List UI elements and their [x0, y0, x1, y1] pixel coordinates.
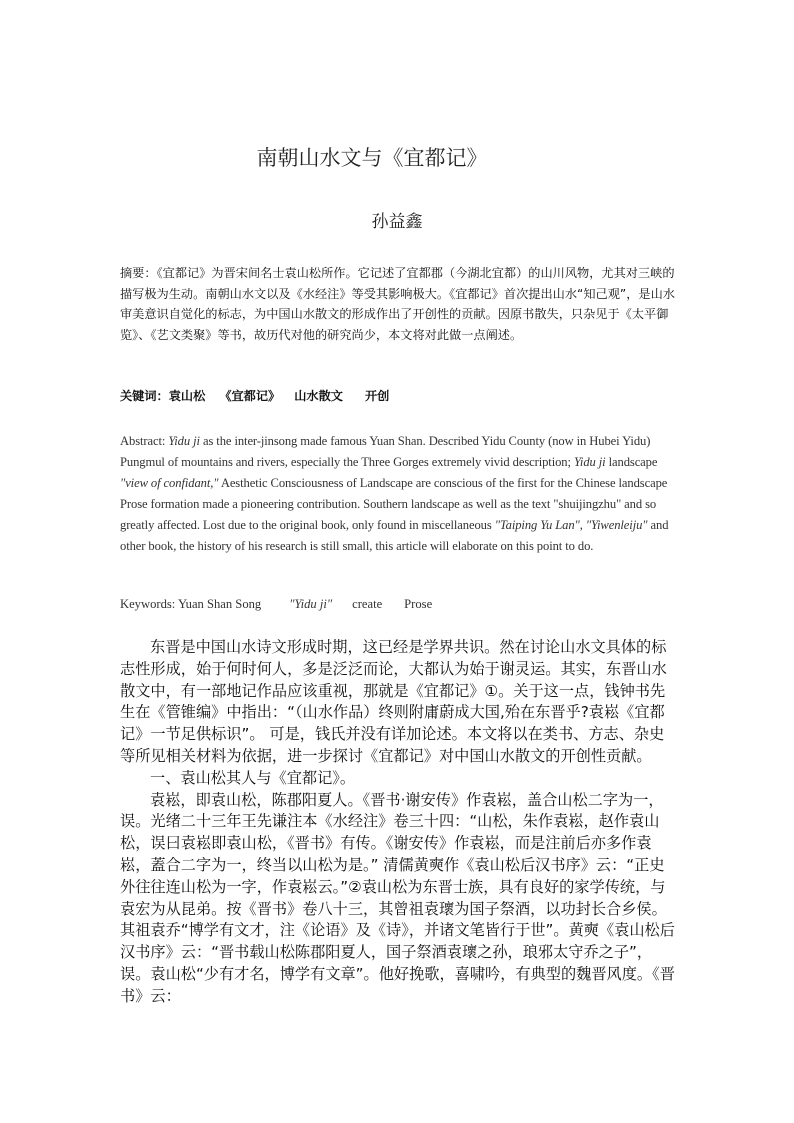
- english-keyword: "Yidu ji": [289, 597, 333, 611]
- english-abstract-text: landscape: [605, 455, 658, 469]
- chinese-keyword: 《宜都记》: [219, 389, 281, 403]
- english-abstract-book-title: Yidu ji: [168, 434, 200, 448]
- english-abstract-quote: "Taiping Yu Lan": [494, 518, 580, 532]
- chinese-keyword: 山水散文: [294, 389, 343, 403]
- english-keyword: Prose: [404, 597, 433, 611]
- paper-title: 南朝山水文与《宜都记》: [256, 146, 488, 170]
- english-abstract-text: Aesthetic Consciousness of Landscape are conscious of the first for the Chinese landscape Prose formation made a pioneering contribution. Southern landscape as well as the text "shuijingzhu" and so greatly affected. Lost due to the original book, only found in miscellaneous: [120, 476, 668, 532]
- english-keyword: create: [352, 597, 383, 611]
- body-text: [120, 637, 678, 1008]
- chinese-keyword: 袁山松: [168, 389, 206, 403]
- english-abstract-book-title: Yidu ji: [573, 455, 606, 469]
- body-paragraph: 袁崧，即袁山松，陈郡阳夏人。《晋书·谢安传》作袁崧，盖合山松二字为一，误。光绪二十三年王先谦注本《水经注》卷三十四：“山松，朱作袁崧，赵作袁山松，误曰袁崧即袁山松，《晋书》有传。《谢安传》作袁崧，而是注前后亦多作袁崧，蓋合二字为一，终当以山松为是。” 清儒黄奭作《袁山松后汉书序》云：“正史外往往连山松为一字，作袁崧云。”②袁山松为东晋士族，具有良好的家学传统，与袁宏为从昆弟。按《晋书》卷八十三，其曾祖袁瓌为国子祭酒，以功封长合乡侯。其祖袁乔“博学有文才，注《论语》及《诗》，并诸文笔皆行于世”。黄奭《袁山松后汉书序》云：“晋书载山松陈郡阳夏人，国子祭酒袁瓌之孙，琅邪太守乔之子”，误。袁山松“少有才名，博学有文章”。他好挽歌，喜啸吟，有典型的魏晋风度。《晋书》云：: [120, 790, 675, 1005]
- english-keywords: [120, 597, 680, 612]
- chinese-keywords: [120, 387, 680, 404]
- english-abstract-text: as the inter-jinsong made famous Yuan Shan. Described Yidu County (now in Hubei Yidu) Pungmul of mountains and rivers, especially the Three Gorges extremely vivid description;: [120, 434, 651, 469]
- body-paragraph: 东晋是中国山水诗文形成时期，这已经是学界共识。然在讨论山水文具体的标志性形成，始于何时何人，多是泛泛而论，大都认为始于谢灵运。其实，东晋山水散文中，有一部地记作品应该重视，那就是《宜都记》①。关于这一点，钱钟书先生在《管锥编》中指出：“（山水作品）终则附庸蔚成大国,殆在东晋乎?袁崧《宜都记》一节足供标识”。 可是，钱氏并没有详加论述。本文将以在类书、方志、杂史等所见相关材料为依据，进一步探讨《宜都记》对中国山水散文的开创性贡献。: [120, 638, 667, 765]
- author-name: 孙益鑫: [371, 212, 423, 232]
- english-abstract: [120, 431, 680, 557]
- chinese-abstract: [120, 263, 680, 345]
- chinese-keywords-label: 关键词：: [120, 389, 169, 403]
- chinese-abstract-text: 《宜都记》为晋宋间名士袁山松所作。它记述了宜都郡（今湖北宜都）的山川风物，尤其对三峡的描写极为生动。南朝山水文以及《水经注》等受其影响极大。《宜都记》首次提出山水“知己观”，是山水审美意识自觉化的标志，为中国山水散文的形成作出了开创性的贡献。因原书散失，只杂见于《太平御览》、《艺文类聚》等书，故历代对他的研究尚少，本文将对此做一点阐述。: [120, 266, 675, 342]
- english-abstract-text: ,: [579, 518, 586, 532]
- chinese-keyword: 开创: [365, 389, 390, 403]
- english-abstract-quote: "view of confidant,": [120, 476, 219, 490]
- english-keywords-label: Keywords: Yuan Shan Song: [120, 597, 262, 611]
- section-heading: 一、袁山松其人与《宜都记》。: [150, 768, 356, 787]
- english-abstract-quote: "Yiwenleiju": [585, 518, 648, 532]
- chinese-abstract-label: 摘要：: [120, 266, 157, 280]
- english-abstract-text: and other book, the history of his research is still small, this article will elaborate on this point to do.: [120, 518, 669, 553]
- english-abstract-text: Abstract:: [120, 434, 169, 448]
